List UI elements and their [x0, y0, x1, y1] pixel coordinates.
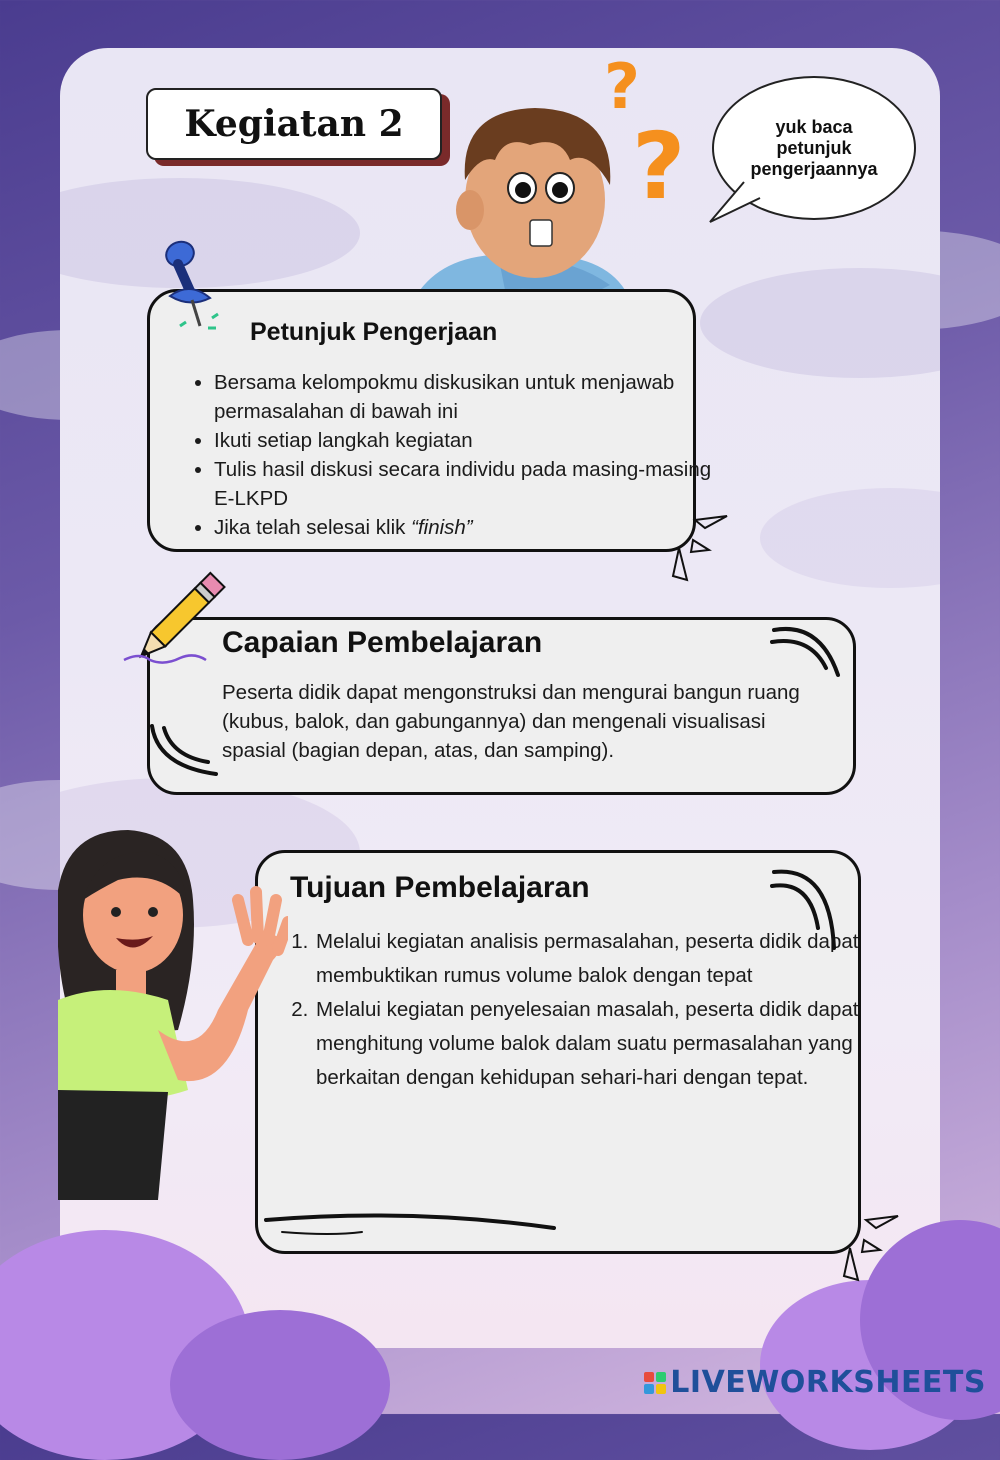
tujuan-title: Tujuan Pembelajaran [290, 871, 590, 904]
waving-girl-illustration [58, 830, 288, 1200]
capaian-text: Peserta didik dapat mengonstruksi dan mengurai bangun ruang (kubus, balok, dan gabungannya) dan mengenali visualisasi spasial (bagian depan, atas, dan samping). [222, 681, 800, 762]
push-pin-icon [160, 236, 240, 336]
decor-swoosh [770, 620, 845, 680]
finish-word: “finish” [411, 516, 473, 539]
activity-title [146, 88, 442, 160]
decor-strokes [836, 1210, 906, 1290]
petunjuk-title: Petunjuk Pengerjaan [250, 318, 498, 346]
activity-title-text: Kegiatan 2 [184, 103, 404, 145]
capaian-title: Capaian Pembelajaran [222, 626, 543, 659]
logo-text: LIVEWORKSHEETS [670, 1365, 986, 1400]
tujuan-item: 2. Melalui kegiatan penyelesaian masalah, peserta didik dapat menghitung volume balok dalam suatu permasalahan yang berkaitan dengan kehidupan sehari-hari dengan tepat. [314, 993, 869, 1095]
svg-text:?: ? [632, 113, 686, 208]
question-mark-icon [600, 38, 700, 208]
petunjuk-item: • Bersama kelompokmu diskusikan untuk menjawab permasalahan di bawah ini [214, 368, 714, 426]
liveworksheets-logo [644, 1365, 986, 1400]
pencil-icon [120, 566, 230, 676]
decor-swoosh [148, 720, 223, 780]
logo-mark-icon [644, 1372, 666, 1394]
svg-text:?: ? [604, 50, 640, 123]
decor-strokes [665, 510, 735, 590]
capaian-card [147, 617, 856, 795]
decor-swoosh [262, 1206, 562, 1242]
decor-blob [170, 1310, 390, 1460]
petunjuk-item-finish [214, 513, 714, 542]
petunjuk-item: • Tulis hasil diskusi secara individu pada masing-masing E-LKPD [214, 455, 714, 513]
petunjuk-list [188, 368, 714, 542]
petunjuk-item: • Ikuti setiap langkah kegiatan [214, 426, 714, 455]
speech-bubble-text: yuk baca petunjuk pengerjaannya [750, 116, 878, 179]
petunjuk-finish-prefix: Jika telah selesai klik [214, 516, 412, 539]
speech-bubble-tail [708, 180, 768, 225]
page-cloud [700, 268, 940, 378]
tujuan-item: 1. Melalui kegiatan analisis permasalahan, peserta didik dapat membuktikan rumus volume balok dengan tepat [314, 925, 869, 993]
decor-swoosh [770, 862, 845, 952]
page-cloud [760, 488, 940, 588]
